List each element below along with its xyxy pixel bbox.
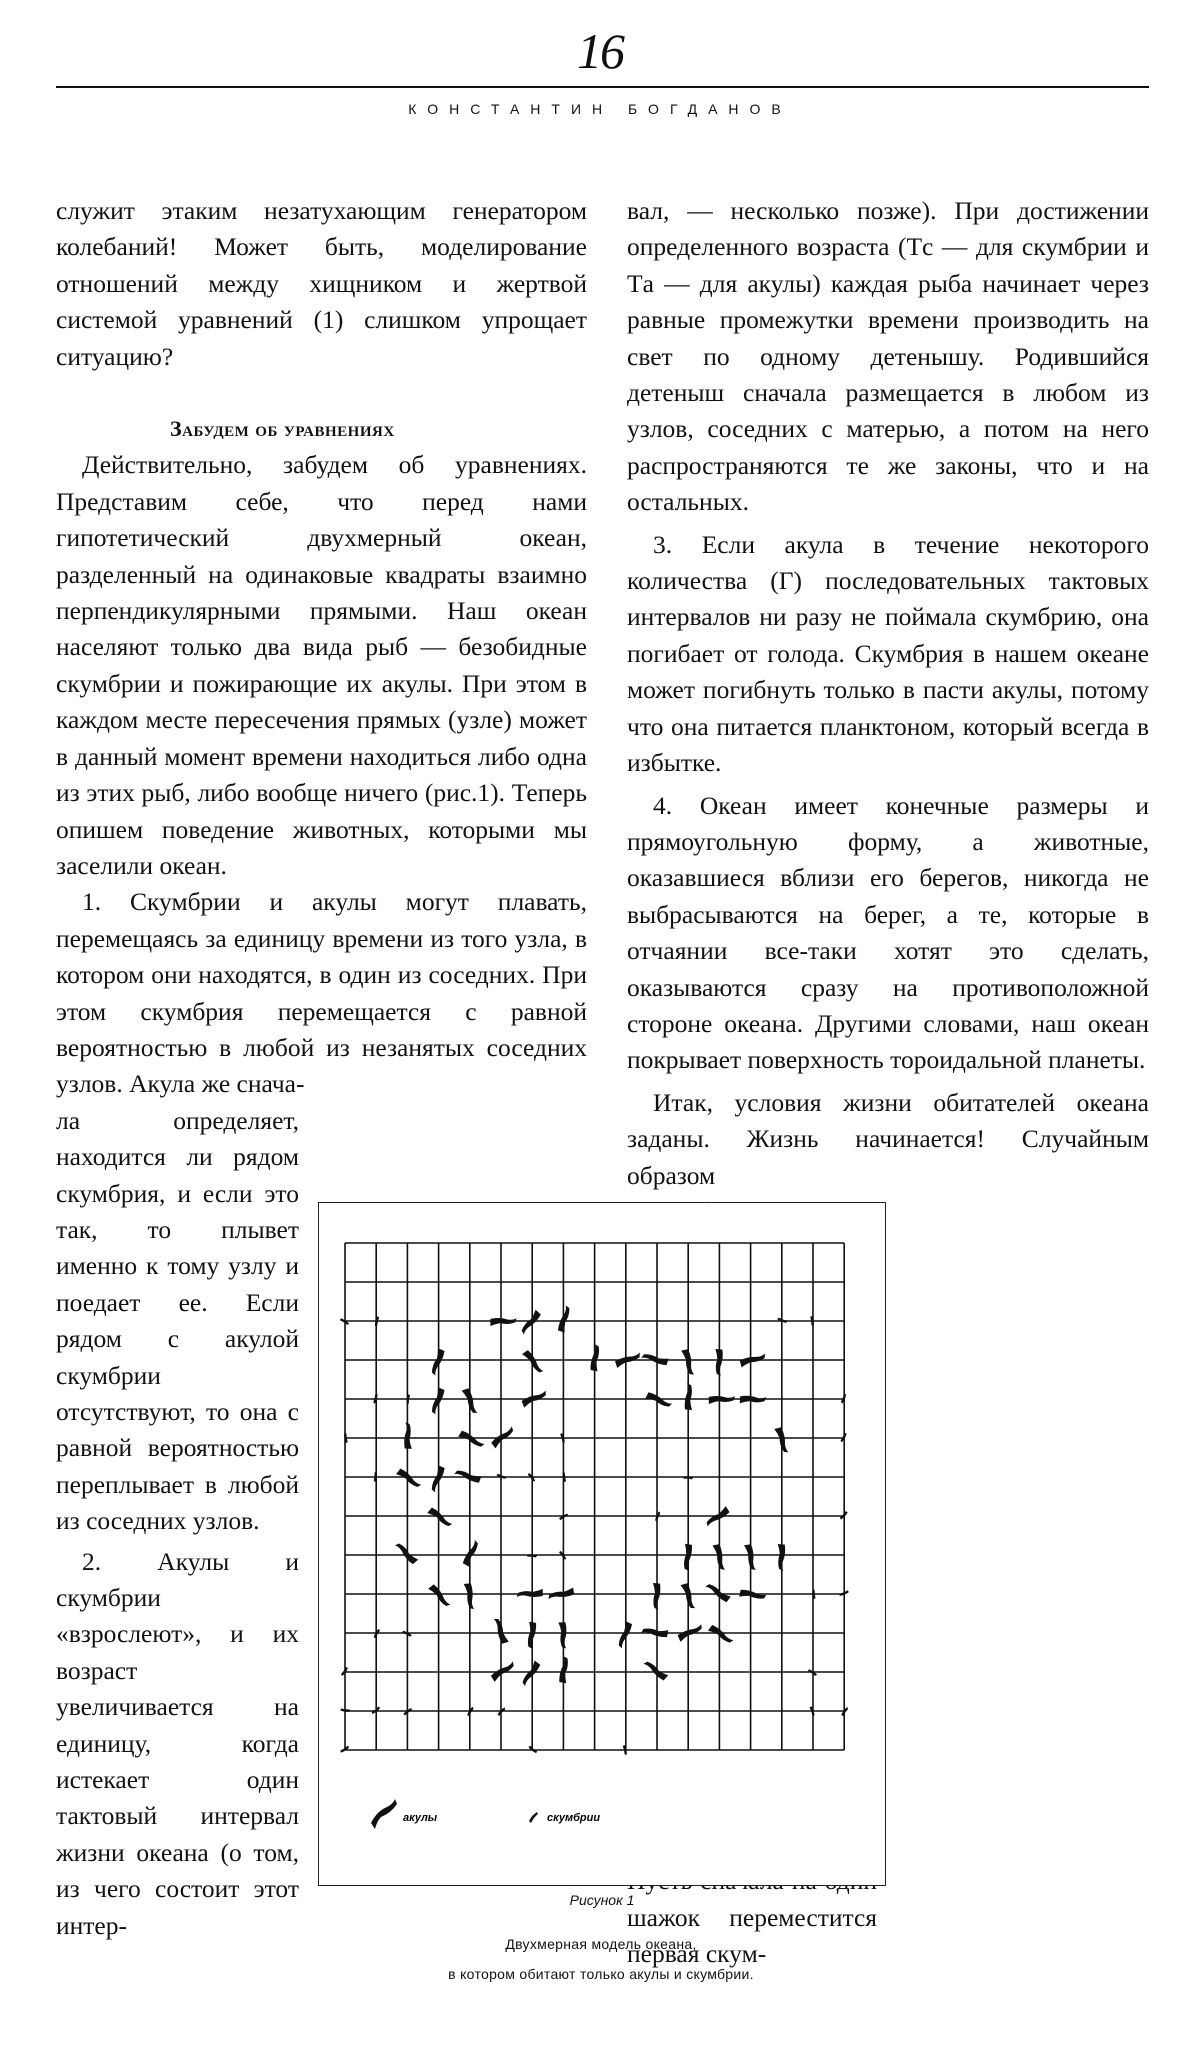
shark-fish-icon — [707, 1622, 734, 1645]
legend-shark — [371, 1799, 438, 1829]
figure-caption-line-1: Двухмерная модель океана, — [505, 1936, 697, 1952]
shark-fish-icon — [673, 1382, 704, 1413]
figure-caption-line-2: в котором обитают только акулы и скумбрии. — [448, 1966, 754, 1982]
shark-icon — [371, 1799, 397, 1829]
left-paragraph-2: Действительно, забудем об уравнениях. Представим себе, что перед нами гипотетический двухмерный океан, разделенный на одинаковые квадраты взаимно перпендикулярными прямыми. Наш океан населяют только два вида рыб — безобидные скумбрии и пожирающие их акулы. При этом в каждом месте пересечения прямых (узле) может в данный момент времени находиться либо одна из этих рыб, либо вообще ничего (рис.1). Теперь опишем поведение животных, которыми мы заселили океан. — [56, 450, 587, 880]
legend-mackerel — [529, 1812, 600, 1824]
shark-fish-icon — [454, 1580, 485, 1611]
right-paragraph-3: 4. Океан имеет конечные размеры и прямоугольную форму, а животные, оказавшиеся вблизи его берегов, никогда не выбрасываются на берег, а те, которые в отчаянии все-таки хотят это сделать, оказываются сразу на противоположной стороне океана. Другими словами, наш океан покрывает поверхность тороидальной планеты. — [627, 790, 1149, 1075]
shark-fish-icon — [427, 1506, 453, 1528]
right-paragraph-1: вал, — несколько позже). При достижении определенного возраста (Tс — для скумбрии и Tа — для акулы) каждая рыба начинает через равные промежутки времени производить на свет по одному детенышу. Родившийся детеныш сначала размещается в любом из узлов, соседних с матерью, а потом на него распространяются те же законы, что и на остальных. — [627, 196, 1149, 517]
shark-fish-icon — [520, 1660, 543, 1687]
right-paragraph-4: Итак, условия жизни обитателей океана заданы. Жизнь начинается! Случайным образом — [627, 1087, 1149, 1190]
shark-fish-icon — [515, 1578, 546, 1609]
shark-fish-icon — [426, 1584, 452, 1607]
shark-fish-icon — [396, 1467, 422, 1489]
shark-fish-icon — [521, 1310, 542, 1335]
shark-fish-icon — [766, 1541, 797, 1572]
shark-fish-icon — [736, 1384, 767, 1415]
shark-fish-icon — [394, 1543, 419, 1564]
right-paragraph-2: 3. Если акула в течение некоторого количества (Г) последовательных тактовых интервалов ни разу не поймала скумбрию, она погибает от голода. Скумбрия в нашем океане может погибнуть только в пасти акулы, потому что она питается планктоном, который всегда в избытке. — [627, 529, 1149, 778]
left-paragraph-3-wrap: ла определяет, находится ли рядом скумбрия, и если это так, то плывет именно к тому узлу и поедает ее. Если рядом с акулой скумбрии отсутствуют, то она с равной вероятностью переплывает в любой из соседних узлов. — [56, 1105, 299, 1536]
right-paragraph-5: шажок переместится первая скум- — [627, 1902, 877, 1969]
legend-shark-label: акулы — [403, 1812, 438, 1824]
shark-fish-icon — [643, 1660, 668, 1682]
shark-fish-icon — [491, 1424, 514, 1451]
figure-ocean-model — [318, 1202, 886, 1908]
legend-mackerel-label: скумбрии — [547, 1812, 601, 1824]
shark-fish-icon — [548, 1619, 579, 1650]
shark-fish-icon — [392, 1421, 423, 1452]
shark-fish-icon — [519, 1349, 546, 1373]
left-paragraph-3: 1. Скумбрии и акулы могут плавать, перемещаясь за единицу времени из того узла, в котором они находятся, в один из соседних. При этом скумбрия перемещается с равной вероятностью в любой из незанятых соседних узлов. Акула же снача- — [56, 887, 587, 1099]
mackerel-icon — [529, 1812, 538, 1823]
shark-fish-icon — [705, 1582, 731, 1605]
header-rule — [56, 86, 1149, 88]
ocean-grid-drawing — [319, 1203, 885, 1885]
shark-fish-icon — [673, 1346, 704, 1376]
shark-fish-icon — [642, 1580, 673, 1611]
left-paragraph-1: служит этаким незатухающим генератором колебаний! Может быть, моделирование отношений между хищником и жертвой системой уравнений (1) слишком упрощает ситуацию? — [56, 196, 587, 371]
shark-fish-icon — [705, 1383, 736, 1414]
shark-fish-icon — [735, 1541, 766, 1571]
section-heading: Забудем об уравнениях — [170, 416, 395, 442]
page-number: 16 — [577, 23, 623, 79]
shark-fish-icon — [487, 1305, 518, 1336]
shark-fish-icon — [704, 1541, 735, 1571]
running-head-author: КОНСТАНТИН БОГДАНОВ — [408, 101, 792, 117]
shark-fish-icon — [704, 1346, 735, 1377]
shark-fish-icon — [547, 1579, 577, 1610]
ocean-grid — [345, 1243, 844, 1750]
figure-label: Рисунок 1 — [569, 1892, 635, 1908]
left-paragraph-4: 2. Акулы и скумбрии «взрослеют», и их возраст увеличивается на единицу, когда истекает один тактовый интервал жизни океана (о том, из чего состоит этот интер- — [56, 1546, 299, 1940]
